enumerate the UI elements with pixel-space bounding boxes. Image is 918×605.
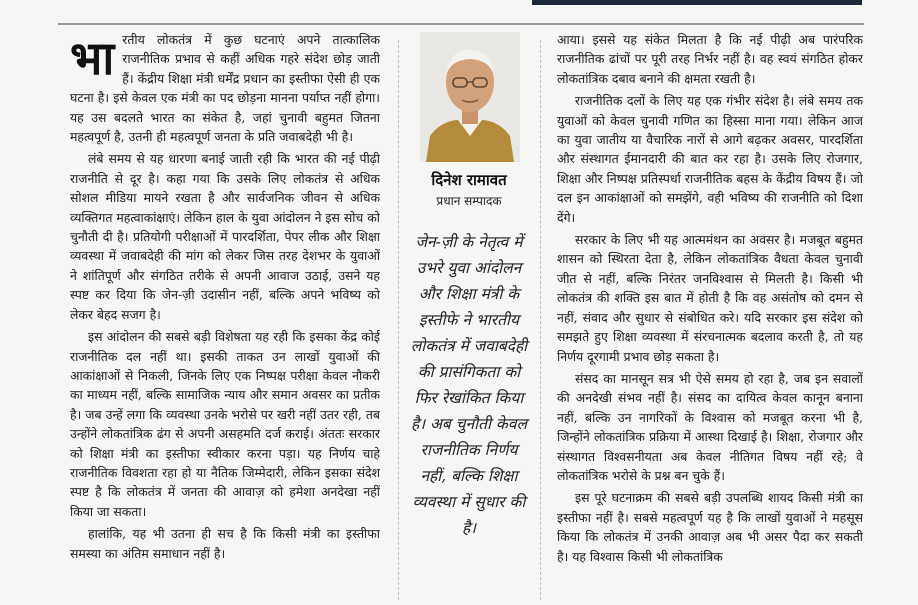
drop-cap: भा — [70, 31, 115, 85]
author-name: दिनेश रामावत — [431, 171, 507, 189]
author-panel — [400, 30, 538, 541]
pull-quote: जेन-ज़ी के नेतृत्व में उभरे युवा आंदोलन और शिक्षा मंत्री के इस्तीफे ने भारतीय लोकतंत्र में जवाबदेही की प्रासंगिकता को फिर रेखांकित किया है। अब चुनौती केवल राजनीतिक निर्णय नहीं, बल्कि शिक्षा व्यवस्था में सुधार की है। — [410, 233, 528, 537]
article-paragraph: इस पूरे घटनाक्रम की सबसे बड़ी उपलब्धि शायद किसी मंत्री का इस्तीफा नहीं है। सबसे महत्वपूर्ण यह है कि लाखों युवाओं ने महसूस किया कि लोकतंत्र में उनकी आवाज़ अब भी असर पैदा कर सकती है। यह विश्वास किसी भी लोकतांत्रिक — [557, 490, 863, 564]
article-paragraph: राजनीतिक दलों के लिए यह एक गंभीर संदेश है। लंबे समय तक युवाओं को केवल चुनावी गणित का हिस्सा माना गया। लेकिन आज का युवा जातीय या वैचारिक नारों से आगे बढ़कर अवसर, पारदर्शिता और संस्थागत ईमानदारी की बात कर रहा है। उसके लिए रोजगार, शिक्षा और निष्पक्ष प्रतिस्पर्धा राजनीतिक बहस के केंद्रीय विषय हैं। जो दल इन आकांक्षाओं को समझेंगे, वही भविष्य की राजनीति को दिशा देंगे। — [557, 93, 863, 225]
article-paragraph — [70, 30, 380, 146]
column-divider — [540, 40, 541, 600]
article-paragraph: लंबे समय से यह धारणा बनाई जाती रही कि भारत की नई पीढ़ी राजनीति से दूर है। कहा गया कि उसके लिए लोकतंत्र से अधिक सोशल मीडिया मायने रखता है और सार्वजनिक जीवन से अधिक व्यक्तिगत महत्वाकांक्षाएं। लेकिन हाल के युवा आंदोलन ने इस सोच को चुनौती दी है। प्रतियोगी परीक्षाओं में पारदर्शिता, पेपर लीक और शिक्षा व्यवस्था में जवाबदेही की मांग को लेकर जिस तरह देशभर के युवाओं ने शांतिपूर्ण और संगठित तरीके से अपनी आवाज उठाई, उसने यह स्पष्ट कर दिया कि जेन-ज़ी उदासीन नहीं, बल्कि अपने भविष्य को लेकर बेहद सजग है। — [70, 151, 380, 322]
article-paragraph: इस आंदोलन की सबसे बड़ी विशेषता यह रही कि इसका केंद्र कोई राजनीतिक दल नहीं था। इसकी ताकत उन लाखों युवाओं की आकांक्षाओं से निकली, जिनके लिए एक निष्पक्ष परीक्षा केवल नौकरी का माध्यम नहीं, बल्कि सामाजिक न्याय और समान अवसर का प्रतीक है। जब उन्हें लगा कि व्यवस्था उनके भरोसे पर खरी नहीं उतर रही, तब उन्होंने लोकतांत्रिक ढंग से अपनी असहमति दर्ज कराई। अंततः सरकार को शिक्षा मंत्री का इस्तीफा स्वीकार करना पड़ा। यह निर्णय चाहे राजनीतिक विवशता रहा हो या नैतिक जिम्मेदारी, लेकिन इसका संदेश स्पष्ट है कि लोकतंत्र में जनता की आवाज़ को हमेशा अनदेखा नहीं किया जा सकता। — [70, 329, 380, 519]
article-paragraph: संसद का मानसून सत्र भी ऐसे समय हो रहा है, जब इन सवालों की अनदेखी संभव नहीं है। संसद का दायित्व केवल कानून बनाना नहीं, बल्कि उन नागरिकों के विश्वास को मजबूत करना भी है, जिन्होंने लोकतांत्रिक प्रक्रिया में आस्था दिखाई है। शिक्षा, रोजगार और संस्थागत विश्वसनीयता अब केवल नीतिगत विषय नहीं रहे; वे लोकतांत्रिक भरोसे के प्रश्न बन चुके हैं। — [557, 370, 863, 483]
article-paragraph: हालांकि, यह भी उतना ही सच है कि किसी मंत्री का इस्तीफा समस्या का अंतिम समाधान नहीं है। — [70, 526, 380, 561]
column-divider — [398, 40, 399, 600]
article-column-right — [557, 30, 863, 605]
author-role: प्रधान सम्पादक — [436, 194, 502, 208]
author-portrait-icon — [420, 32, 520, 162]
author-photo — [420, 32, 520, 162]
article-column-left — [70, 30, 380, 605]
header-bar — [532, 0, 862, 5]
top-divider — [58, 23, 864, 25]
paragraph-text: रतीय लोकतंत्र में कुछ घटनाएं अपने तात्कालिक राजनीतिक प्रभाव से कहीं अधिक गहरे संदेश छोड़ जाती हैं। केंद्रीय शिक्षा मंत्री धर्मेंद्र प्रधान का इस्तीफा ऐसी ही एक घटना है। इसे केवल एक मंत्री का पद छोड़ना मानना पर्याप्त नहीं होगा। यह उस बदलते भारत का संकेत है, जहां चुनावी बहुमत जितना महत्वपूर्ण है, उतनी ही महत्वपूर्ण जनता के प्रति जवाबदेही भी है। — [70, 32, 380, 145]
article-paragraph: आया। इससे यह संकेत मिलता है कि नई पीढ़ी अब पारंपरिक राजनीतिक ढांचों पर पूरी तरह निर्भर नहीं है। वह स्वयं संगठित होकर लोकतांत्रिक दबाव बनाने की क्षमता रखती है। — [557, 32, 863, 86]
article-paragraph: सरकार के लिए भी यह आत्ममंथन का अवसर है। मजबूत बहुमत शासन को स्थिरता देता है, लेकिन लोकतांत्रिक वैधता केवल चुनावी जीत से नहीं, बल्कि निरंतर जनविश्वास से मिलती है। किसी भी लोकतंत्र की शक्ति इस बात में होती है कि वह असंतोष को दमन से नहीं, संवाद और सुधार से संबोधित करे। यदि सरकार इस संदेश को समझते हुए शिक्षा व्यवस्था में संरचनात्मक बदलाव करती है, तो यह निर्णय दूरगामी प्रभाव छोड़ सकता है। — [557, 232, 863, 364]
